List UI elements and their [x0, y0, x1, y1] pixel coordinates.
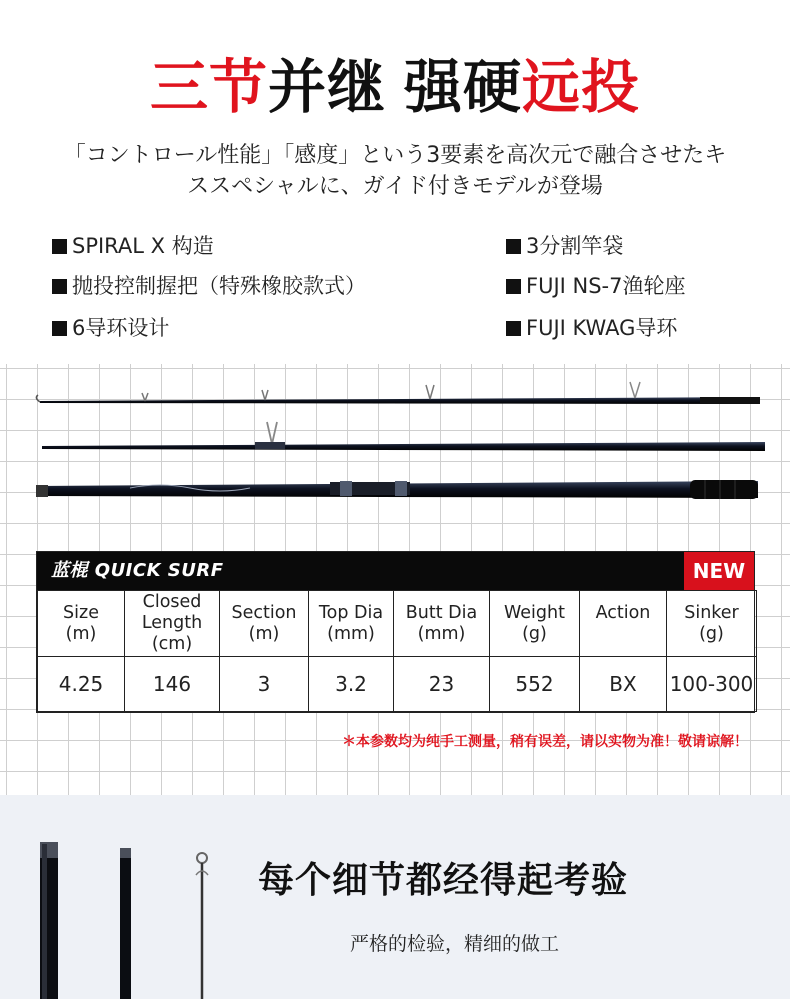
header-cell-butt-dia: Butt Dia (mm)	[394, 591, 490, 657]
detail-title: 每个细节都经得起考验	[258, 860, 629, 901]
feature-item: 6导环设计	[52, 314, 169, 342]
value-cell-action: BX	[580, 657, 667, 712]
rod-sections-image	[0, 376, 790, 506]
bullet-square-icon	[52, 321, 67, 336]
spec-table	[36, 551, 755, 713]
spec-value-row	[38, 657, 757, 712]
header-cell-sinker: Sinker (g)	[667, 591, 757, 657]
feature-item: FUJI KWAG导环	[506, 314, 677, 342]
value-cell-butt-dia: 23	[394, 657, 490, 712]
header-cell-weight: Weight (g)	[490, 591, 580, 657]
spec-table-title: 蓝棍 QUICK SURF	[51, 560, 224, 581]
title-part-4: 远投	[522, 53, 641, 121]
title-part-1: 三节	[149, 53, 268, 121]
rod-tip-guide	[196, 853, 208, 999]
header-cell-closed-length: Closed Length (cm)	[125, 591, 220, 657]
bullet-square-icon	[506, 239, 521, 254]
bullet-square-icon	[506, 321, 521, 336]
title-part-2: 并继	[267, 53, 386, 121]
bullet-square-icon	[52, 279, 67, 294]
value-cell-sinker: 100-300	[667, 657, 757, 712]
feature-item: 3分割竿袋	[506, 232, 623, 260]
value-cell-section: 3	[220, 657, 309, 712]
header-cell-top-dia: Top Dia (mm)	[309, 591, 394, 657]
rod-middle-section	[42, 422, 765, 451]
value-cell-size: 4.25	[38, 657, 125, 712]
bullet-square-icon	[52, 239, 67, 254]
spec-table-header	[37, 552, 754, 590]
page-title	[0, 52, 790, 122]
feature-item: SPIRAL X 构造	[52, 232, 214, 260]
description-line-2: ススペシャルに、ガイド付きモデルが登場	[187, 174, 603, 199]
measurement-note: ＊本参数均为纯手工测量，稍有误差，请以实物为准！敬请谅解！	[342, 734, 748, 750]
rod-tips-image	[30, 830, 230, 999]
detail-subtitle: 严格的检验，精细的做工	[350, 933, 560, 955]
rod-butt-section	[36, 480, 758, 499]
bullet-square-icon	[506, 279, 521, 294]
rod-tip-section	[36, 382, 760, 404]
value-cell-top-dia: 3.2	[309, 657, 394, 712]
rod-butt-end	[40, 842, 58, 999]
header-cell-action: Action	[580, 591, 667, 657]
header-cell-size: Size (m)	[38, 591, 125, 657]
spec-grid	[37, 590, 757, 712]
new-badge: NEW	[684, 552, 754, 590]
title-part-3: 强硬	[404, 53, 523, 121]
spec-header-row	[38, 591, 757, 657]
feature-item: FUJI NS-7渔轮座	[506, 272, 686, 300]
value-cell-closed-length: 146	[125, 657, 220, 712]
value-cell-weight: 552	[490, 657, 580, 712]
rod-middle-end	[120, 848, 131, 999]
feature-item: 抛投控制握把（特殊橡胶款式）	[52, 272, 366, 300]
header-cell-section: Section (m)	[220, 591, 309, 657]
description-line-1: 「コントロール性能」「感度」という3要素を高次元で融合させたキ	[63, 143, 727, 168]
product-description	[0, 140, 790, 202]
